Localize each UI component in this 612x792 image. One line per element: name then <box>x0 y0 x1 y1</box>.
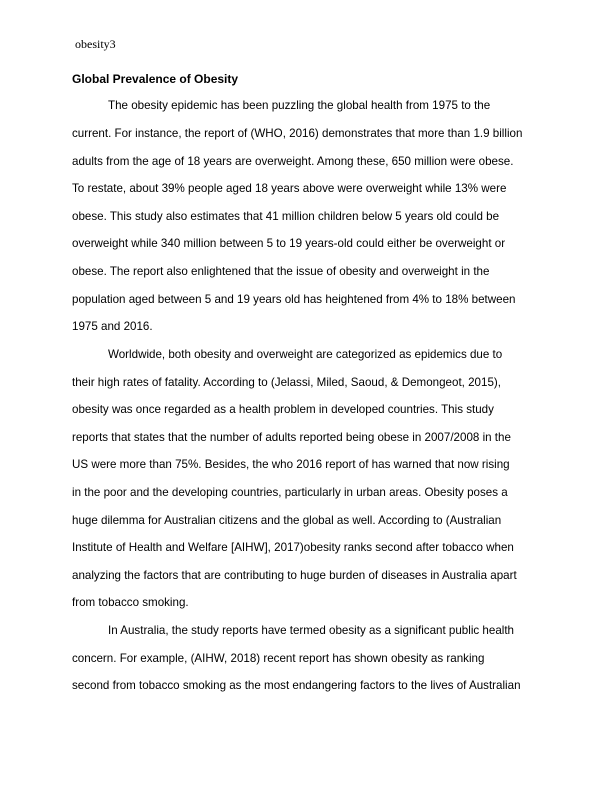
paragraph-line: To restate, about 39% people aged 18 years above were overweight while 13% were <box>72 182 507 195</box>
paragraph-line: 1975 and 2016. <box>72 320 153 333</box>
paragraph-line: current. For instance, the report of (WHO, 2016) demonstrates that more than 1.9 billion <box>72 127 523 140</box>
paragraph-line: huge dilemma for Australian citizens and the global as well. According to (Australian <box>72 514 502 527</box>
paragraph-line: analyzing the factors that are contributing to huge burden of diseases in Australia apart <box>72 569 517 582</box>
paragraph-line: overweight while 340 million between 5 to 19 years-old could either be overweight or <box>72 237 506 250</box>
section-heading: Global Prevalence of Obesity <box>72 72 239 86</box>
running-head: obesity3 <box>75 37 116 51</box>
paragraph-line: reports that states that the number of adults reported being obese in 2007/2008 in the <box>72 431 511 444</box>
paragraph-line: Worldwide, both obesity and overweight are categorized as epidemics due to <box>108 348 503 361</box>
paragraph-line: adults from the age of 18 years are overweight. Among these, 650 million were obese. <box>72 155 514 168</box>
paragraph-line: obese. The report also enlightened that the issue of obesity and overweight in the <box>72 265 490 278</box>
paragraph-line: concern. For example, (AIHW, 2018) recent report has shown obesity as ranking <box>72 652 485 665</box>
paragraph-line: their high rates of fatality. According to (Jelassi, Miled, Saoud, & Demongeot, 2015), <box>72 376 501 389</box>
paragraph-line: obese. This study also estimates that 41 million children below 5 years old could be <box>72 210 500 223</box>
paragraph-line: second from tobacco smoking as the most endangering factors to the lives of Australian <box>72 679 521 692</box>
paragraph-line: The obesity epidemic has been puzzling the global health from 1975 to the <box>108 99 491 112</box>
paragraph-line: in the poor and the developing countries, particularly in urban areas. Obesity poses a <box>72 486 508 499</box>
paragraph-line: In Australia, the study reports have termed obesity as a significant public health <box>108 624 515 637</box>
paragraph-line: Institute of Health and Welfare [AIHW], 2017)obesity ranks second after tobacco when <box>72 541 514 554</box>
paragraph-line: population aged between 5 and 19 years old has heightened from 4% to 18% between <box>72 293 516 306</box>
paragraph-line: obesity was once regarded as a health problem in developed countries. This study <box>72 403 494 416</box>
paragraph-line: US were more than 75%. Besides, the who 2016 report of has warned that now rising <box>72 458 510 471</box>
paragraph-line: from tobacco smoking. <box>72 596 189 609</box>
